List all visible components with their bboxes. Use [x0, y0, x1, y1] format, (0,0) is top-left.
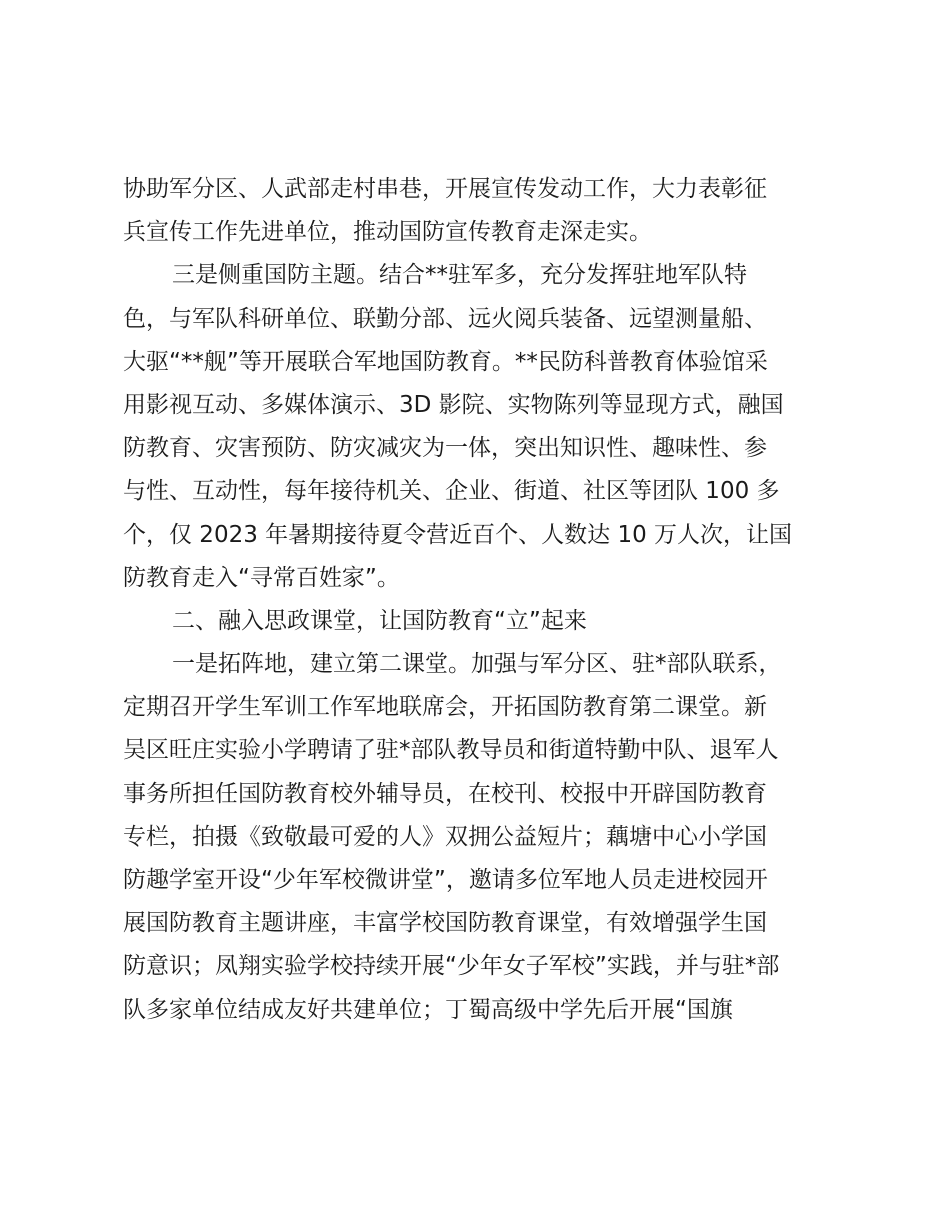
text-line: 定期召开学生军训工作军地联席会，开拓国防教育第二课堂。新 [123, 694, 767, 721]
text-line: 防趣学室开设“少年军校微讲堂”，邀请多位军地人员走进校园开 [123, 867, 768, 893]
text-line: 协助军分区、人武部走村串巷，开展宣传发动工作，大力表彰征 [123, 176, 767, 202]
text-line: 吴区旺庄实验小学聘请了驻*部队教导员和街道特勤中队、退军人 [123, 737, 779, 764]
text-line: 展国防教育主题讲座，丰富学校国防教育课堂，有效增强学生国 [123, 910, 767, 937]
text-line: 与性、互动性，每年接待机关、企业、街道、社区等团队 100 多 [123, 478, 780, 505]
text-line: 兵宣传工作先进单位，推动国防宣传教育走深走实。 [123, 219, 652, 246]
paragraph-start-line: 三是侧重国防主题。结合**驻军多，充分发挥驻地军队特 [172, 262, 747, 289]
text-line: 防教育走入“寻常百姓家”。 [123, 564, 400, 591]
text-line: 事务所担任国防教育校外辅导员，在校刊、校报中开辟国防教育 [123, 780, 767, 807]
text-line: 队多家单位结成友好共建单位；丁蜀高级中学先后开展“国旗 [123, 996, 733, 1023]
paragraph-start-line: 一是拓阵地，建立第二课堂。加强与军分区、驻*部队联系， [172, 651, 782, 678]
body-text [123, 168, 835, 1032]
text-line: 个，仅 2023 年暑期接待夏令营近百个、人数达 10 万人次，让国 [123, 521, 793, 548]
text-line: 用影视互动、多媒体演示、3D 影院、实物陈列等显现方式，融国 [123, 391, 784, 418]
section-heading: 二、融入思政课堂，让国防教育“立”起来 [172, 607, 587, 634]
text-line: 专栏，拍摄《致敬最可爱的人》双拥公益短片；藕塘中心小学国 [123, 823, 767, 850]
text-line: 大驱“**舰”等开展联合军地国防教育。**民防科普教育体验馆采 [123, 348, 768, 375]
text-line: 色，与军队科研单位、联勤分部、远火阅兵装备、远望测量船、 [123, 305, 767, 332]
text-line: 防意识；凤翔实验学校持续开展“少年女子军校”实践，并与驻*部 [123, 953, 780, 980]
text-line: 防教育、灾害预防、防灾减灾为一体，突出知识性、趣味性、参 [123, 435, 767, 462]
